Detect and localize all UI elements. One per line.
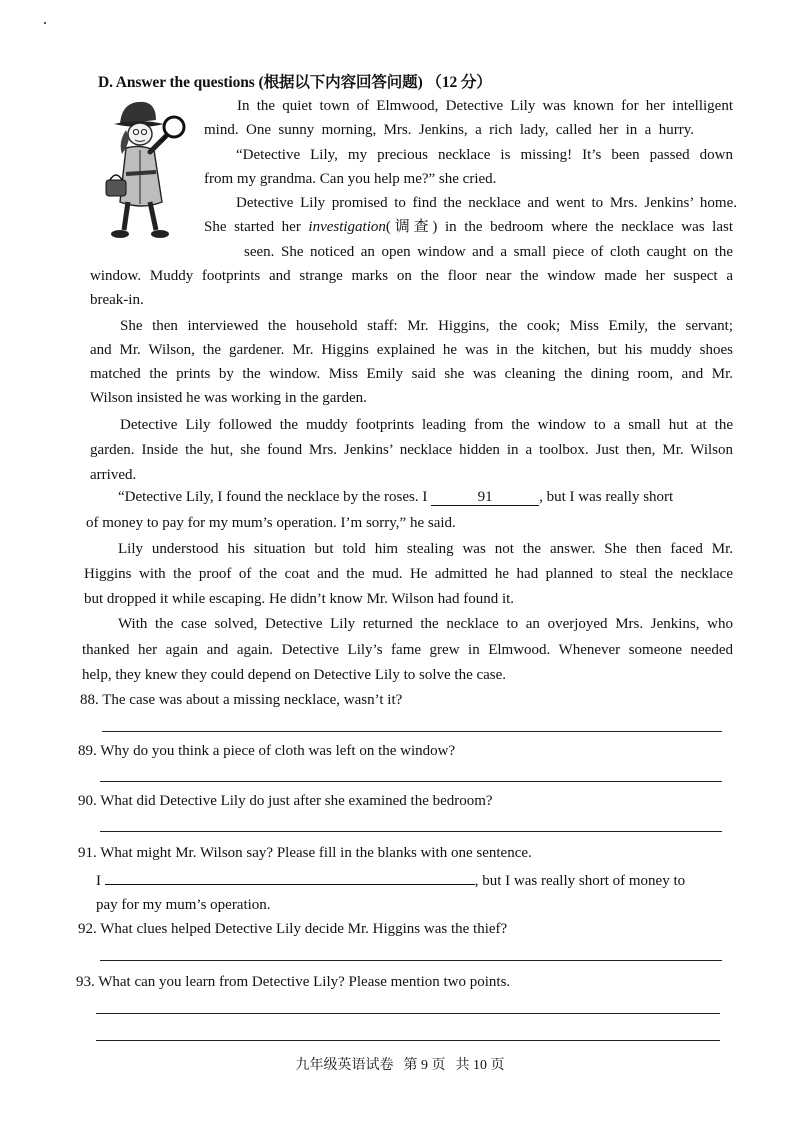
passage-line: thanked her again and again. Detective Lily’s fame grew in Elmwood. Whenever someone needed xyxy=(82,642,733,658)
blank-91: 91 xyxy=(431,489,539,506)
fill-start: I xyxy=(96,873,101,889)
passage-line: mind. One sunny morning, Mrs. Jenkins, a rich lady, called her in a hurry. xyxy=(204,122,694,138)
term-gloss: (调查) xyxy=(385,219,438,235)
passage-line: Wilson insisted he was working in the garden. xyxy=(90,390,367,406)
passage-line: She then interviewed the household staff: Mr. Higgins, the cook; Miss Emily, the servant; xyxy=(120,318,733,334)
passage-line: In the quiet town of Elmwood, Detective Lily was known for her intelligent xyxy=(237,98,733,114)
passage-line: seen. She noticed an open window and a small piece of cloth caught on the xyxy=(244,244,733,260)
answer-line-89[interactable] xyxy=(100,781,722,782)
passage-line: “Detective Lily, my precious necklace is missing! It’s been passed down xyxy=(236,147,733,163)
passage-line: With the case solved, Detective Lily returned the necklace to an overjoyed Mrs. Jenkins, who xyxy=(118,616,733,632)
vocabulary-term: investigation xyxy=(308,219,386,235)
answer-line-93a[interactable] xyxy=(96,1013,720,1014)
page-footer xyxy=(0,1054,800,1074)
passage-line: Detective Lily promised to find the necklace and went to Mrs. Jenkins’ home. xyxy=(236,195,737,211)
passage-text: , but I was really short xyxy=(539,489,674,505)
question-93: 93. What can you learn from Detective Lily? Please mention two points. xyxy=(76,974,511,990)
passage-line: Lily understood his situation but told him stealing was not the answer. She then faced Mr. xyxy=(118,541,733,557)
passage-line: but dropped it while escaping. He didn’t know Mr. Wilson had found it. xyxy=(84,591,515,607)
answer-line-90[interactable] xyxy=(100,831,722,832)
passage-line: Detective Lily followed the muddy footprints leading from the window to a small hut at the xyxy=(120,417,733,433)
passage-text: “Detective Lily, I found the necklace by the roses. I xyxy=(118,489,428,505)
fill-end: , but I was really short of money to xyxy=(474,873,686,889)
passage-line: Higgins with the proof of the coat and the mud. He admitted he had planned to steal the necklace xyxy=(84,566,733,582)
passage-text: in the bedroom where the necklace was last xyxy=(437,219,733,235)
question-91: 91. What might Mr. Wilson say? Please fill in the blanks with one sentence. xyxy=(78,845,532,861)
passage-line: and Mr. Wilson, the gardener. Mr. Higgins explained he was in the kitchen, but his muddy shoes xyxy=(90,342,733,358)
question-88: 88. The case was about a missing necklace, wasn’t it? xyxy=(80,692,403,708)
question-90: 90. What did Detective Lily do just after she examined the bedroom? xyxy=(78,793,493,809)
question-91-fill-line xyxy=(96,868,685,891)
passage-line: garden. Inside the hut, she found Mrs. Jenkins’ necklace hidden in a toolbox. Just then, Mr. Wilson xyxy=(90,442,733,458)
passage-line xyxy=(118,487,673,507)
answer-line-93b[interactable] xyxy=(96,1040,720,1041)
passage-line: window. Muddy footprints and strange marks on the floor near the window made her suspect a xyxy=(90,268,733,284)
question-91-line2: pay for my mum’s operation. xyxy=(96,897,271,913)
passage-line xyxy=(204,217,733,237)
footer-page-number: 第 9 页 xyxy=(403,1058,446,1073)
footer-subject: 九年级英语试卷 xyxy=(295,1058,394,1073)
question-92: 92. What clues helped Detective Lily decide Mr. Higgins was the thief? xyxy=(78,921,508,937)
passage-line: matched the prints by the window. Miss Emily said she was cleaning the dining room, and Mr. xyxy=(90,366,733,382)
detective-with-magnifier-icon xyxy=(92,94,196,244)
footer-total-pages: 共 10 页 xyxy=(455,1058,505,1073)
scan-mark xyxy=(44,22,46,24)
passage-line: break-in. xyxy=(90,292,144,308)
passage-line: of money to pay for my mum’s operation. I’m sorry,” he said. xyxy=(86,515,456,531)
answer-line-88[interactable] xyxy=(102,731,722,732)
answer-line-92[interactable] xyxy=(100,960,722,961)
passage-text: She started her xyxy=(204,219,309,235)
passage-line: from my grandma. Can you help me?” she cried. xyxy=(204,171,497,187)
section-heading: D. Answer the questions (根据以下内容回答问题) （12 分） xyxy=(98,74,492,91)
question-89: 89. Why do you think a piece of cloth was left on the window? xyxy=(78,743,456,759)
passage-line: arrived. xyxy=(90,467,137,483)
passage-line: help, they knew they could depend on Detective Lily to solve the case. xyxy=(82,667,507,683)
answer-blank-91[interactable] xyxy=(105,868,475,885)
